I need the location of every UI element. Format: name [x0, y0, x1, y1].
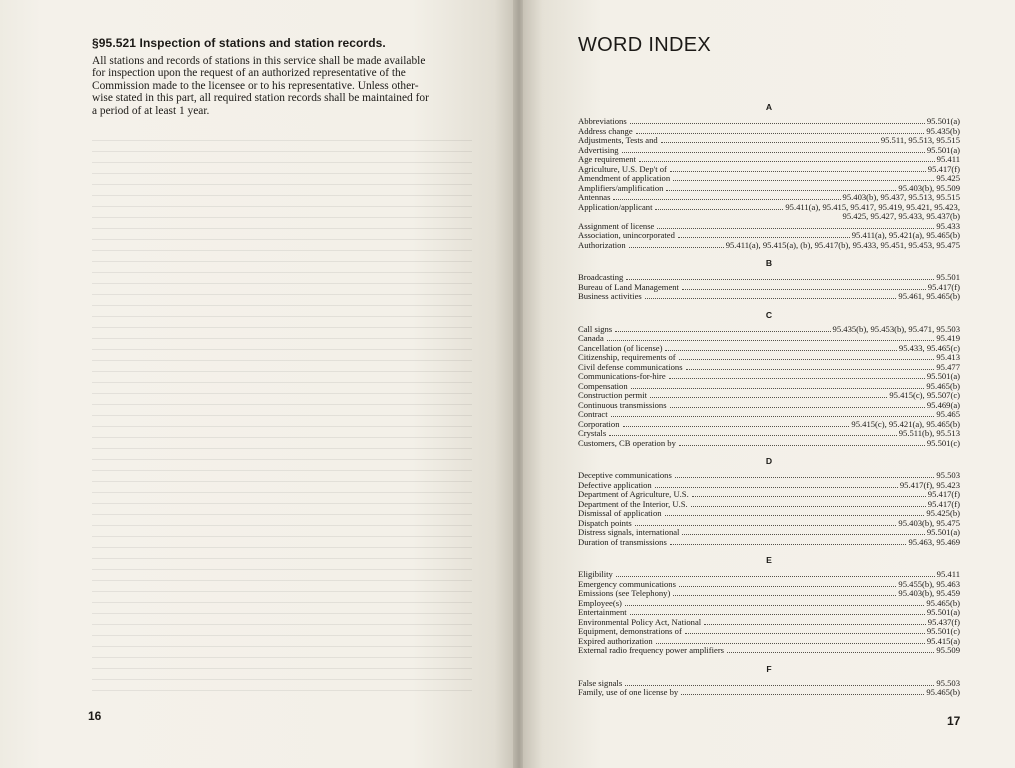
- index-term: Antennas: [578, 192, 611, 202]
- index-reference: 95.501(a): [926, 527, 960, 537]
- index-reference: 95.465(b): [926, 597, 960, 608]
- index-term: Canada: [578, 333, 604, 343]
- index-term: External radio frequency power amplifiers: [578, 645, 725, 655]
- body-line: for inspection upon the request of an authorized representative of the: [92, 67, 406, 80]
- index-term: Department of Agriculture, U.S.: [578, 489, 689, 499]
- dot-leader: [622, 152, 925, 153]
- dot-leader: [692, 496, 926, 497]
- index-letter: D: [765, 456, 773, 466]
- dot-leader: [670, 407, 925, 408]
- index-term: Cancellation (of license): [578, 342, 663, 353]
- index-term: Amplifiers/amplification: [578, 182, 664, 193]
- index-term: Association, unincorporated: [578, 230, 675, 240]
- index-reference: 95.413: [936, 352, 960, 362]
- index-term: Customers, CB operation by: [578, 437, 676, 448]
- dot-leader: [673, 180, 934, 181]
- index-term: Emergency communications: [578, 578, 676, 589]
- index-reference: 95.419: [936, 333, 960, 343]
- index-reference: 95.437(f): [927, 616, 960, 627]
- index-term: Corporation: [578, 418, 620, 429]
- index-entry: [578, 325, 960, 335]
- index-reference: 95.465(b): [926, 687, 960, 697]
- dot-leader: [631, 388, 925, 389]
- index-reference: 95.417(f): [927, 281, 960, 292]
- index-term: Duration of transmissions: [578, 536, 667, 547]
- dot-leader: [623, 426, 850, 427]
- index-entry: [578, 372, 960, 382]
- dot-leader: [639, 161, 935, 162]
- dot-leader: [657, 228, 934, 229]
- index-section: [578, 664, 960, 698]
- index-entry: [578, 439, 960, 449]
- index-entry: [578, 688, 960, 698]
- index-section: [578, 102, 960, 250]
- index-term: Adjustments, Tests and: [578, 135, 658, 145]
- dot-leader: [681, 694, 924, 695]
- index-reference: 95.403(b), 95.459: [898, 588, 960, 598]
- index-reference: 95.465(b): [926, 380, 960, 391]
- index-reference: 95.411(a), 95.421(a), 95.465(b): [851, 230, 960, 240]
- body-line: All stations and records of stations in this service shall be made available: [92, 55, 426, 67]
- index-term: Entertainment: [578, 607, 627, 617]
- dot-leader: [611, 416, 935, 417]
- dot-leader: [675, 477, 935, 478]
- index-entry: [578, 136, 960, 146]
- index-letter: C: [765, 309, 773, 320]
- index-reference-continued: 95.425, 95.427, 95.433, 95.437(b): [842, 211, 960, 221]
- index-term: Deceptive communications: [578, 470, 672, 480]
- index-reference: 95.425(b): [926, 508, 960, 518]
- index-reference: 95.435(b), 95.453(b), 95.471, 95.503: [832, 323, 960, 334]
- index-term: Dismissal of application: [578, 508, 662, 518]
- index-reference: 95.425: [936, 173, 960, 183]
- index-term: Civil defense communications: [578, 361, 683, 372]
- index-entry: [578, 241, 960, 251]
- index-reference: 95.403(b), 95.509: [898, 182, 960, 193]
- index-reference: 95.433, 95.465(c): [898, 342, 960, 353]
- index-term: Eligibility: [578, 569, 613, 579]
- index-reference: 95.503: [936, 677, 960, 688]
- dot-leader: [686, 369, 935, 370]
- dot-leader: [625, 605, 924, 606]
- index-reference: 95.417(f): [927, 489, 960, 499]
- index-section: [578, 310, 960, 449]
- dot-leader: [704, 624, 926, 625]
- index-entry: [578, 589, 960, 599]
- dot-leader: [616, 576, 935, 577]
- index-reference: 95.411: [936, 154, 960, 164]
- index-term: Address change: [578, 125, 633, 136]
- index-term: Defective application: [578, 479, 652, 490]
- index-section: [578, 555, 960, 656]
- dot-leader: [630, 614, 925, 615]
- index-reference: 95.417(f): [927, 498, 960, 509]
- dot-leader: [670, 544, 907, 545]
- dot-leader: [679, 359, 935, 360]
- index-term: Crystals: [578, 428, 607, 438]
- index-reference: 95.415(a): [926, 635, 960, 646]
- index-term: Construction permit: [578, 390, 647, 400]
- index-reference: 95.501(c): [926, 626, 960, 636]
- index-term: Application/applicant: [578, 201, 653, 212]
- index-reference: 95.411: [936, 569, 960, 579]
- dot-leader: [635, 525, 897, 526]
- index-term: Business activities: [578, 291, 642, 301]
- index-entry: [578, 401, 960, 411]
- index-title: WORD INDEX: [578, 34, 711, 56]
- index-entry: [578, 599, 960, 609]
- dot-leader: [691, 506, 926, 507]
- index-term: Abbreviations: [578, 116, 627, 126]
- dot-leader: [670, 171, 926, 172]
- dot-leader: [665, 515, 925, 516]
- dot-leader: [685, 633, 925, 634]
- index-term: Bureau of Land Management: [578, 281, 679, 292]
- index-term: Expired authorization: [578, 635, 653, 646]
- dot-leader: [609, 435, 897, 436]
- index-reference: 95.465: [936, 409, 960, 419]
- index-term: Continuous transmissions: [578, 399, 667, 410]
- dot-leader: [678, 237, 850, 238]
- index-term: False signals: [578, 677, 623, 688]
- index-entry: [578, 538, 960, 548]
- dot-leader: [682, 289, 926, 290]
- show-through-text: [92, 140, 472, 700]
- index-term: Emissions (see Telephony): [578, 588, 671, 598]
- index-section: [578, 258, 960, 302]
- dot-leader: [630, 123, 925, 124]
- index-term: Advertising: [578, 144, 619, 155]
- dot-leader: [645, 298, 897, 299]
- dot-leader: [669, 378, 925, 379]
- index-term: Amendment of application: [578, 173, 671, 183]
- index-reference: 95.403(b), 95.437, 95.513, 95.515: [842, 192, 960, 202]
- body-line: wise stated in this part, all required station records shall be maintained for: [92, 92, 429, 105]
- index-term: Contract: [578, 409, 608, 419]
- index-reference: 95.415(c), 95.507(c): [889, 390, 960, 400]
- dot-leader: [656, 643, 925, 644]
- dot-leader: [607, 340, 935, 341]
- index-term: Age requirement: [578, 154, 636, 164]
- index-section: [578, 456, 960, 547]
- dot-leader: [655, 209, 783, 210]
- index-term: Authorization: [578, 239, 626, 250]
- dot-leader: [661, 142, 879, 143]
- index-reference: 95.501: [936, 272, 960, 282]
- body-line: Commission made to the licensee or to his representative. Unless other-: [92, 79, 419, 92]
- dot-leader: [655, 487, 898, 488]
- dot-leader: [636, 133, 925, 134]
- index-term: Distress signals, international: [578, 527, 680, 537]
- dot-leader: [666, 190, 896, 191]
- page-number-right: 17: [947, 714, 961, 728]
- index-reference: 95.433: [936, 220, 960, 231]
- index-reference: 95.501(a): [926, 116, 960, 126]
- dot-leader: [673, 595, 896, 596]
- index-term: Communications-for-hire: [578, 371, 666, 381]
- index-reference: 95.501(a): [926, 607, 960, 617]
- index-reference: 95.501(c): [926, 437, 960, 448]
- index-reference: 95.469(a): [926, 399, 960, 410]
- index-reference: 95.417(f): [927, 163, 960, 174]
- index-reference: 95.417(f), 95.423: [899, 479, 960, 490]
- dot-leader: [650, 397, 887, 398]
- dot-leader: [629, 247, 724, 248]
- dot-leader: [682, 534, 924, 535]
- index-reference: 95.403(b), 95.475: [898, 517, 960, 528]
- index-reference: 95.503: [936, 470, 960, 480]
- dot-leader: [615, 331, 830, 332]
- index-letter: E: [766, 555, 772, 565]
- index-reference: 95.501(a): [926, 371, 960, 381]
- dot-leader: [727, 652, 934, 653]
- index-reference: 95.435(b): [926, 125, 960, 136]
- index-letter: B: [765, 258, 773, 268]
- dot-leader: [625, 685, 934, 686]
- index-term: Citizenship, requirements of: [578, 352, 676, 362]
- dot-leader: [679, 586, 896, 587]
- index-reference: 95.411(a), 95.415, 95.417, 95.419, 95.421, 95.423,: [785, 201, 960, 212]
- word-index: [578, 100, 960, 706]
- index-entry: [578, 646, 960, 656]
- index-term: Call signs: [578, 323, 613, 334]
- index-term: Environmental Policy Act, National: [578, 616, 702, 627]
- dot-leader: [626, 279, 934, 280]
- index-reference: 95.463, 95.469: [908, 536, 960, 547]
- dot-leader: [679, 445, 925, 446]
- dot-leader: [665, 350, 896, 351]
- index-reference: 95.477: [936, 361, 960, 372]
- index-reference: 95.415(c), 95.421(a), 95.465(b): [851, 418, 960, 429]
- index-reference: 95.455(b), 95.463: [898, 578, 960, 589]
- page-number-left: 16: [88, 709, 102, 723]
- index-reference: 95.501(a): [926, 144, 960, 155]
- index-reference: 95.511, 95.513, 95.515: [880, 135, 960, 145]
- dot-leader: [613, 199, 840, 200]
- index-reference: 95.461, 95.465(b): [898, 291, 960, 301]
- body-line: a period of at least 1 year.: [92, 104, 210, 117]
- index-reference: 95.411(a), 95.415(a), (b), 95.417(b), 95.433, 95.451, 95.453, 95.475: [725, 239, 960, 250]
- index-term: Department of the Interior, U.S.: [578, 498, 688, 509]
- index-reference: 95.511(b), 95.513: [898, 428, 960, 438]
- index-entry: [578, 117, 960, 127]
- index-term: Employee(s): [578, 597, 622, 608]
- section-heading: §95.521 Inspection of stations and station records.: [92, 36, 386, 50]
- index-term: Dispatch points: [578, 517, 632, 528]
- index-term: Family, use of one license by: [578, 687, 679, 697]
- section-body: [92, 55, 472, 117]
- index-term: Broadcasting: [578, 272, 624, 282]
- index-letter: F: [766, 663, 772, 674]
- index-term: Compensation: [578, 380, 628, 391]
- index-term: Agriculture, U.S. Dep't of: [578, 163, 667, 174]
- index-entry: [578, 292, 960, 302]
- index-reference: 95.509: [936, 645, 960, 655]
- index-term: Assignment of license: [578, 220, 655, 231]
- index-letter: A: [765, 102, 773, 112]
- index-term: Equipment, demonstrations of: [578, 626, 682, 636]
